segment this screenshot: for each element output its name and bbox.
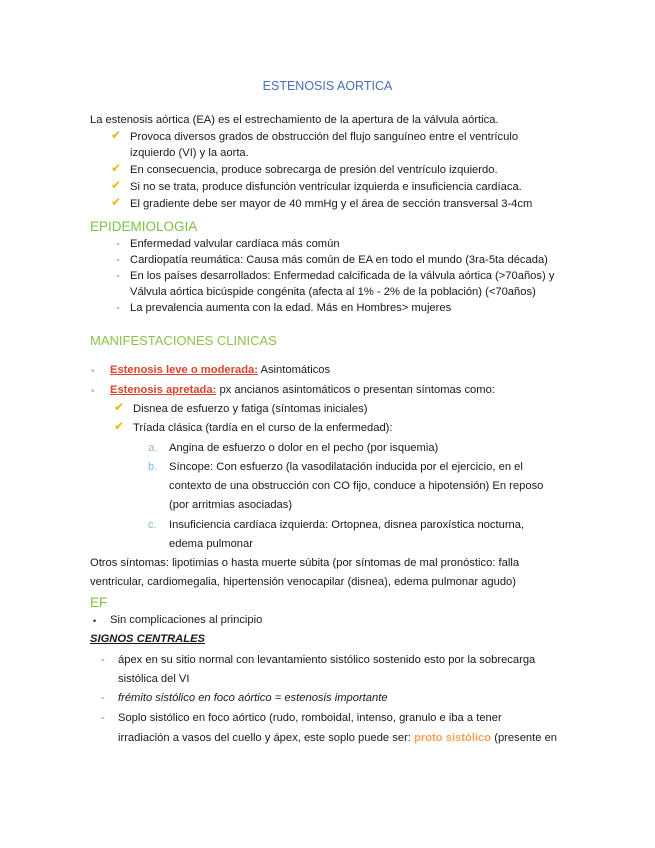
epi-item-4: La prevalencia aumenta con la edad. Más en Hombres> mujeres (130, 302, 452, 314)
triad-item-c-cont: edema pulmonar (169, 538, 253, 550)
list-letter-b: b. (148, 461, 158, 473)
intro-point-2: En consecuencia, produce sobrecarga de presión del ventrículo izquierdo. (130, 164, 498, 176)
sign-item-1-cont: sistólica del VI (118, 673, 190, 685)
intro-point-1-cont: izquierdo (VI) y la aorta. (130, 147, 249, 159)
intro-text: La estenosis aórtica (EA) es el estrechamiento de la apertura de la válvula aórtica. (90, 114, 499, 126)
check-icon: ✔ (111, 161, 122, 175)
bullet-icon: • (91, 366, 95, 377)
page-title: ESTENOSIS AORTICA (262, 79, 393, 93)
check-icon: ✔ (114, 400, 125, 414)
dash-icon: - (116, 270, 120, 282)
intro-point-3: Si no se trata, produce disfunción ventricular izquierda e insuficiencia cardíaca. (130, 181, 522, 193)
manifestaciones-heading: MANIFESTACIONES CLINICAS (90, 333, 277, 348)
check-icon: ✔ (111, 195, 122, 209)
dash-icon: - (116, 302, 120, 314)
clin-bullet-1-text: Asintomáticos (260, 364, 331, 376)
clin-bullet-1-label: Estenosis leve o moderada: (110, 364, 258, 376)
clin-bullet-2-text: px ancianos asintomáticos o presentan síntomas como: (219, 384, 495, 396)
triad-item-b-cont-2: (por arritmias asociadas) (169, 499, 293, 511)
dash-icon: - (101, 712, 105, 724)
dash-icon: - (116, 254, 120, 266)
other-symptoms-2: ventricular, cardiomegalia, hipertensión venocapilar (disnea), edema pulmonar agudo) (90, 576, 516, 588)
triad-item-b-cont-1: contexto de una obstrucción con CO fijo, conduce a hipotensión) En reposo (169, 480, 544, 492)
intro-point-4: El gradiente debe ser mayor de 40 mmHg y el área de sección transversal 3-4cm (130, 198, 533, 210)
bullet-icon: • (91, 386, 95, 397)
sign-item-2: frémito sistólico en foco aórtico = estenosis importante (118, 692, 388, 704)
clin-bullet-2-label: Estenosis apretada: (110, 384, 217, 396)
triad-item-c: Insuficiencia cardíaca izquierda: Ortopnea, disnea paroxística nocturna, (169, 519, 525, 531)
list-letter-c: c. (148, 519, 157, 531)
check-icon: ✔ (114, 419, 125, 433)
clin-check-2: Tríada clásica (tardía en el curso de la enfermedad): (133, 422, 393, 434)
epi-item-3-cont: Válvula aórtica bicúspide congénita (afecta al 1% - 2% de la población) (<70años) (130, 286, 536, 298)
dash-icon: - (101, 692, 105, 704)
epi-item-1: Enfermedad valvular cardíaca más común (130, 238, 340, 250)
triad-item-a: Angina de esfuerzo o dolor en el pecho (por isquemia) (169, 442, 439, 454)
dash-icon: - (116, 238, 120, 250)
ef-bullet: Sin complicaciones al principio (110, 614, 263, 626)
epi-item-2: Cardiopatía reumática: Causa más común de EA en todo el mundo (3ra-5ta década) (130, 254, 548, 266)
check-icon: ✔ (111, 128, 122, 142)
clin-bullet-2 (110, 383, 495, 398)
check-icon: ✔ (111, 178, 122, 192)
sign-item-3: Soplo sistólico en foco aórtico (rudo, romboidal, intenso, granulo e iba a tener (118, 712, 502, 724)
sign-item-3-cont-text: irradiación a vasos del cuello y ápex, este soplo puede ser: (118, 732, 411, 744)
bullet-icon: • (93, 616, 97, 626)
epi-item-3: En los países desarrollados: Enfermedad calcificada de la válvula aórtica (>70años) y (130, 270, 555, 282)
other-symptoms-1: Otros síntomas: lipotimias o hasta muerte súbita (por síntomas de mal pronóstico: falla (90, 557, 520, 569)
clin-bullet-1 (110, 363, 330, 378)
sign-item-3-tail: (presente en (494, 732, 558, 744)
signos-centrales-heading: SIGNOS CENTRALES (90, 633, 205, 645)
list-letter-a: a. (148, 442, 158, 454)
epidemiologia-heading: EPIDEMIOLOGIA (90, 219, 198, 234)
ef-heading: EF (90, 595, 108, 610)
clin-check-1: Disnea de esfuerzo y fatiga (síntomas iniciales) (133, 403, 368, 415)
sign-item-3-cont (118, 731, 557, 746)
proto-sistolico-highlight: proto sistólico (414, 732, 492, 744)
dash-icon: - (101, 654, 105, 666)
triad-item-b: Síncope: Con esfuerzo (la vasodilatación inducida por el ejercicio, en el (169, 461, 523, 473)
intro-point-1: Provoca diversos grados de obstrucción del flujo sanguíneo entre el ventrículo (130, 131, 519, 143)
sign-item-1: ápex en su sitio normal con levantamiento sistólico sostenido esto por la sobrecarga (118, 654, 536, 666)
